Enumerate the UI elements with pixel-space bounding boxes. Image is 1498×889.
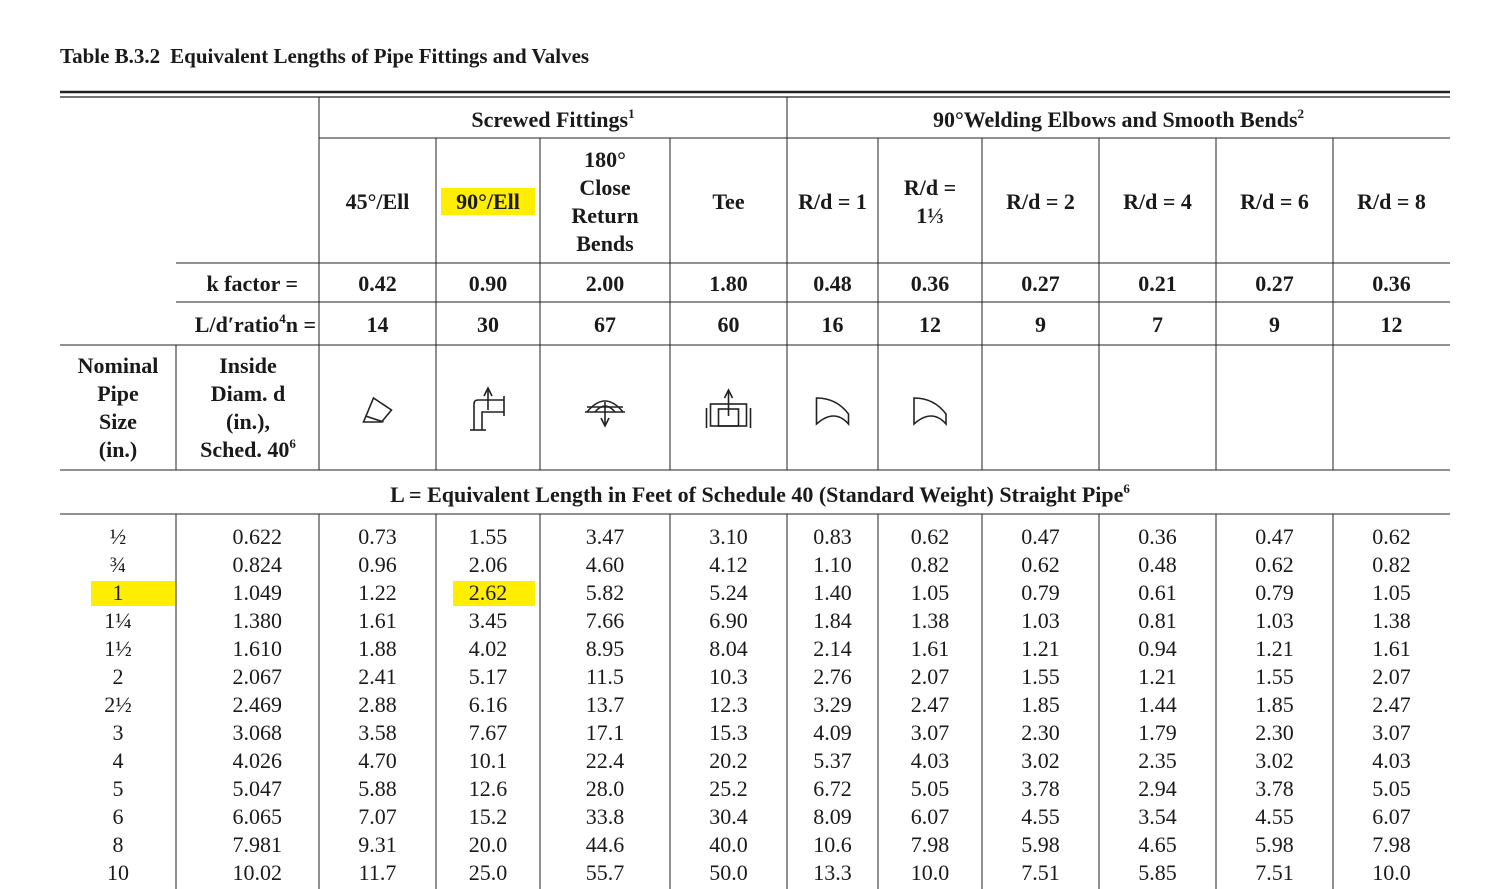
length-cell-rd1: 13.3 <box>813 860 852 885</box>
length-cell-rd6: 1.03 <box>1255 608 1294 633</box>
nominal-size-cell: 8 <box>112 832 124 857</box>
length-cell-rd1: 3.29 <box>813 692 852 717</box>
inside-diameter-cell: 5.047 <box>232 776 282 801</box>
length-cell-rd6: 3.78 <box>1255 776 1294 801</box>
length-cell-ret180: 7.66 <box>585 608 625 633</box>
column-header-ell90: 90°/Ell <box>456 189 520 214</box>
k-factor-value: 0.36 <box>1372 271 1411 296</box>
length-cell-ell45: 1.61 <box>358 608 397 633</box>
length-cell-ell90: 4.02 <box>468 636 508 661</box>
length-cell-rd4: 1.44 <box>1138 692 1177 717</box>
length-cell-tee: 30.4 <box>709 804 748 829</box>
inside-diameter-cell: 10.02 <box>232 860 282 885</box>
table-row <box>104 692 1411 717</box>
nominal-size-header: Nominal <box>77 353 159 378</box>
column-header-rd2: R/d = 2 <box>1006 189 1075 214</box>
length-cell-rd1: 10.6 <box>813 832 852 857</box>
45-elbow-icon <box>364 398 392 422</box>
length-cell-rd6: 1.55 <box>1255 664 1294 689</box>
length-cell-ell45: 4.70 <box>358 748 397 773</box>
ld-ratio-value: 60 <box>717 312 740 337</box>
length-cell-ret180: 3.47 <box>585 524 625 549</box>
nominal-size-cell: 2½ <box>104 692 132 717</box>
length-cell-rd2: 5.98 <box>1021 832 1060 857</box>
length-cell-rd113: 5.05 <box>910 776 950 801</box>
ld-ratio-value: 12 <box>919 312 941 337</box>
length-cell-rd8: 1.05 <box>1372 580 1411 605</box>
length-cell-ell45: 7.07 <box>358 804 397 829</box>
length-cell-tee: 3.10 <box>709 524 748 549</box>
length-cell-rd1: 1.84 <box>813 608 852 633</box>
length-cell-rd113: 0.82 <box>910 552 950 577</box>
length-cell-rd8: 10.0 <box>1372 860 1411 885</box>
length-cell-rd8: 0.62 <box>1372 524 1411 549</box>
nominal-size-cell: 2 <box>112 664 124 689</box>
k-factor-value: 0.27 <box>1255 271 1294 296</box>
length-cell-rd113: 1.38 <box>910 608 950 633</box>
column-header-ret180: Bends <box>576 231 634 256</box>
column-header-rd8: R/d = 8 <box>1357 189 1426 214</box>
nominal-size-cell: ¾ <box>109 552 127 577</box>
k-factor-value: 0.27 <box>1021 271 1060 296</box>
length-cell-rd2: 1.55 <box>1021 664 1060 689</box>
inside-diameter-cell: 4.026 <box>232 748 282 773</box>
length-cell-ell45: 11.7 <box>358 860 397 885</box>
length-cell-rd113: 1.05 <box>910 580 950 605</box>
length-cell-tee: 8.04 <box>709 636 748 661</box>
length-cell-ret180: 22.4 <box>585 748 625 773</box>
length-cell-ell45: 5.88 <box>358 776 397 801</box>
nominal-size-cell: ½ <box>109 524 127 549</box>
length-cell-ell90: 20.0 <box>468 832 508 857</box>
length-cell-rd4: 5.85 <box>1138 860 1177 885</box>
length-cell-rd8: 7.98 <box>1372 832 1411 857</box>
length-cell-rd2: 0.79 <box>1021 580 1060 605</box>
length-cell-tee: 4.12 <box>709 552 748 577</box>
length-cell-rd113: 7.98 <box>910 832 950 857</box>
inside-diameter-cell: 2.469 <box>232 692 282 717</box>
length-cell-rd113: 4.03 <box>910 748 950 773</box>
k-factor-value: 0.90 <box>468 271 508 296</box>
column-header-rd1: R/d = 1 <box>798 189 867 214</box>
nominal-size-cell: 1 <box>112 580 124 605</box>
column-header-rd113: R/d = <box>903 175 957 200</box>
k-factor-value: 0.48 <box>813 271 852 296</box>
ld-ratio-value: 30 <box>477 312 499 337</box>
table-row <box>107 860 1411 885</box>
length-cell-rd2: 2.30 <box>1021 720 1060 745</box>
ld-ratio-value: 9 <box>1269 312 1280 337</box>
inside-diameter-cell: 2.067 <box>232 664 282 689</box>
length-cell-rd2: 3.02 <box>1021 748 1060 773</box>
k-factor-value: 0.42 <box>358 271 397 296</box>
length-cell-rd113: 2.07 <box>910 664 950 689</box>
length-cell-rd4: 1.21 <box>1138 664 1177 689</box>
ld-ratio-value: 12 <box>1380 312 1403 337</box>
length-cell-ell45: 1.22 <box>358 580 397 605</box>
nominal-size-cell: 1¼ <box>104 608 132 633</box>
length-cell-rd2: 7.51 <box>1021 860 1060 885</box>
length-cell-rd8: 1.38 <box>1372 608 1411 633</box>
k-factor-value: 0.36 <box>910 271 950 296</box>
table-row <box>91 580 1411 606</box>
inside-diameter-cell: 6.065 <box>232 804 282 829</box>
length-cell-rd113: 10.0 <box>910 860 950 885</box>
length-cell-ell45: 9.31 <box>358 832 397 857</box>
column-header-ell45: 45°/Ell <box>345 189 410 214</box>
length-cell-ell45: 2.88 <box>358 692 397 717</box>
length-cell-rd4: 2.94 <box>1138 776 1177 801</box>
column-header-ret180: Return <box>571 203 639 228</box>
length-cell-rd113: 0.62 <box>910 524 950 549</box>
inside-diameter-header: Inside <box>219 353 277 378</box>
row-highlight <box>91 581 175 606</box>
length-cell-rd8: 5.05 <box>1372 776 1411 801</box>
length-cell-ell90: 5.17 <box>468 664 508 689</box>
length-cell-rd6: 0.62 <box>1255 552 1294 577</box>
length-cell-ell90: 2.62 <box>468 580 508 605</box>
length-cell-ell90: 2.06 <box>468 552 508 577</box>
length-cell-rd4: 0.81 <box>1138 608 1177 633</box>
column-header-ret180: 180° <box>584 147 626 172</box>
column-header-rd4: R/d = 4 <box>1123 189 1192 214</box>
ld-ratio-value: 16 <box>821 312 844 337</box>
length-cell-rd113: 3.07 <box>910 720 950 745</box>
length-cell-ell45: 2.41 <box>358 664 397 689</box>
length-cell-rd4: 1.79 <box>1138 720 1177 745</box>
nominal-size-cell: 5 <box>112 776 124 801</box>
length-cell-rd2: 0.47 <box>1021 524 1060 549</box>
length-cell-tee: 5.24 <box>709 580 748 605</box>
length-cell-ret180: 44.6 <box>585 832 625 857</box>
length-cell-tee: 20.2 <box>709 748 748 773</box>
length-cell-rd2: 1.03 <box>1021 608 1060 633</box>
inside-diameter-cell: 1.610 <box>232 636 282 661</box>
length-cell-tee: 6.90 <box>709 608 748 633</box>
inside-diameter-header: (in.), <box>226 409 270 434</box>
length-cell-rd113: 1.61 <box>910 636 950 661</box>
length-cell-rd4: 0.36 <box>1138 524 1177 549</box>
column-header-rd6: R/d = 6 <box>1240 189 1309 214</box>
length-cell-rd6: 4.55 <box>1255 804 1294 829</box>
bend-icon <box>914 398 946 424</box>
length-cell-rd1: 4.09 <box>813 720 852 745</box>
ld-ratio-value: 9 <box>1035 312 1046 337</box>
90-elbow-icon <box>470 388 504 430</box>
length-cell-rd1: 1.10 <box>813 552 852 577</box>
length-cell-ell45: 3.58 <box>358 720 397 745</box>
length-cell-rd113: 6.07 <box>910 804 950 829</box>
length-cell-ell90: 15.2 <box>468 804 508 829</box>
length-cell-rd6: 7.51 <box>1255 860 1294 885</box>
nominal-size-cell: 4 <box>112 748 124 773</box>
length-cell-rd6: 0.47 <box>1255 524 1294 549</box>
length-cell-ret180: 55.7 <box>585 860 625 885</box>
length-cell-tee: 15.3 <box>709 720 748 745</box>
inside-diameter-cell: 0.824 <box>232 552 282 577</box>
length-cell-tee: 10.3 <box>709 664 748 689</box>
length-cell-rd6: 1.85 <box>1255 692 1294 717</box>
ld-ratio-label: L/d′ratio$^4$n = <box>194 311 316 337</box>
length-cell-tee: 40.0 <box>709 832 748 857</box>
length-cell-rd1: 1.40 <box>813 580 852 605</box>
length-cell-ret180: 17.1 <box>585 720 625 745</box>
length-cell-rd2: 0.62 <box>1021 552 1060 577</box>
length-cell-ret180: 4.60 <box>585 552 625 577</box>
length-caption: L = Equivalent Length in Feet of Schedule 40 (Standard Weight) Straight Pipe$^6$ <box>390 481 1130 507</box>
length-cell-tee: 25.2 <box>709 776 748 801</box>
length-cell-rd8: 2.47 <box>1372 692 1411 717</box>
length-cell-rd6: 2.30 <box>1255 720 1294 745</box>
length-cell-ret180: 33.8 <box>585 804 625 829</box>
ld-ratio-value: 67 <box>594 312 616 337</box>
k-factor-value: 0.21 <box>1138 271 1177 296</box>
length-cell-rd8: 3.07 <box>1372 720 1411 745</box>
nominal-size-cell: 6 <box>112 804 124 829</box>
inside-diameter-header: Sched. $40^6$ <box>200 436 296 462</box>
length-cell-ret180: 28.0 <box>585 776 625 801</box>
length-cell-rd8: 6.07 <box>1372 804 1411 829</box>
nominal-size-header: (in.) <box>98 437 138 462</box>
length-cell-rd2: 1.85 <box>1021 692 1060 717</box>
length-cell-ell90: 12.6 <box>468 776 508 801</box>
table-row <box>104 608 1411 633</box>
length-cell-rd1: 6.72 <box>813 776 852 801</box>
length-cell-rd8: 1.61 <box>1372 636 1411 661</box>
k-factor-value: 1.80 <box>709 271 748 296</box>
bend-icon <box>817 398 849 424</box>
ld-ratio-value: 7 <box>1152 312 1163 337</box>
length-cell-ell90: 6.16 <box>468 692 508 717</box>
table-caption: Equivalent Lengths of Pipe Fittings and Valves <box>170 44 590 68</box>
length-cell-rd4: 3.54 <box>1138 804 1177 829</box>
length-cell-rd2: 1.21 <box>1021 636 1060 661</box>
length-cell-ret180: 13.7 <box>585 692 625 717</box>
length-cell-ell90: 25.0 <box>468 860 508 885</box>
group-header-screwed: Screwed Fittings$^1$ <box>471 106 635 132</box>
length-cell-rd6: 0.79 <box>1255 580 1294 605</box>
length-cell-rd8: 4.03 <box>1372 748 1411 773</box>
return-bend-icon <box>585 401 625 426</box>
table-row <box>104 636 1411 661</box>
length-cell-rd1: 5.37 <box>813 748 852 773</box>
inside-diameter-cell: 1.049 <box>232 580 282 605</box>
length-cell-rd4: 4.65 <box>1138 832 1177 857</box>
nominal-size-header: Pipe <box>97 381 139 406</box>
length-cell-rd4: 0.48 <box>1138 552 1177 577</box>
inside-diameter-header: Diam. d <box>210 381 286 406</box>
length-cell-rd4: 0.61 <box>1138 580 1177 605</box>
k-factor-label: k factor = <box>206 271 298 296</box>
inside-diameter-cell: 1.380 <box>232 608 282 633</box>
length-cell-ell45: 0.73 <box>358 524 397 549</box>
length-cell-rd1: 2.14 <box>813 636 852 661</box>
length-cell-ell90: 3.45 <box>468 608 508 633</box>
ld-ratio-value: 14 <box>366 312 389 337</box>
length-cell-rd8: 0.82 <box>1372 552 1411 577</box>
length-cell-ell90: 10.1 <box>468 748 508 773</box>
inside-diameter-cell: 7.981 <box>232 832 282 857</box>
length-cell-rd6: 1.21 <box>1255 636 1294 661</box>
length-cell-rd2: 3.78 <box>1021 776 1060 801</box>
length-cell-rd1: 0.83 <box>813 524 852 549</box>
nominal-size-cell: 3 <box>112 720 124 745</box>
column-header-ret180: Close <box>579 175 631 200</box>
column-header-tee: Tee <box>712 189 745 214</box>
length-cell-ell45: 1.88 <box>358 636 397 661</box>
length-cell-rd1: 2.76 <box>813 664 852 689</box>
nominal-size-cell: 1½ <box>104 636 132 661</box>
length-cell-ell45: 0.96 <box>358 552 397 577</box>
length-cell-ell90: 1.55 <box>468 524 508 549</box>
table-number: Table B.3.2 <box>60 44 161 68</box>
length-cell-rd2: 4.55 <box>1021 804 1060 829</box>
length-cell-rd6: 5.98 <box>1255 832 1294 857</box>
inside-diameter-cell: 3.068 <box>232 720 282 745</box>
k-factor-value: 2.00 <box>585 271 625 296</box>
length-cell-ret180: 8.95 <box>585 636 625 661</box>
nominal-size-cell: 10 <box>107 860 129 885</box>
length-cell-tee: 12.3 <box>709 692 748 717</box>
length-cell-rd4: 0.94 <box>1138 636 1177 661</box>
length-cell-ret180: 5.82 <box>585 580 625 605</box>
length-cell-rd6: 3.02 <box>1255 748 1294 773</box>
length-cell-rd8: 2.07 <box>1372 664 1411 689</box>
length-cell-tee: 50.0 <box>709 860 748 885</box>
nominal-size-header: Size <box>99 409 137 434</box>
length-cell-ell90: 7.67 <box>468 720 508 745</box>
length-cell-rd4: 2.35 <box>1138 748 1177 773</box>
group-header-welding: 90°Welding Elbows and Smooth Bends$^2$ <box>932 106 1305 132</box>
length-cell-rd113: 2.47 <box>910 692 950 717</box>
length-cell-rd1: 8.09 <box>813 804 852 829</box>
tee-icon <box>707 390 751 428</box>
inside-diameter-cell: 0.622 <box>232 524 282 549</box>
length-cell-ret180: 11.5 <box>586 664 624 689</box>
column-header-rd113: 1⅓ <box>916 203 944 228</box>
